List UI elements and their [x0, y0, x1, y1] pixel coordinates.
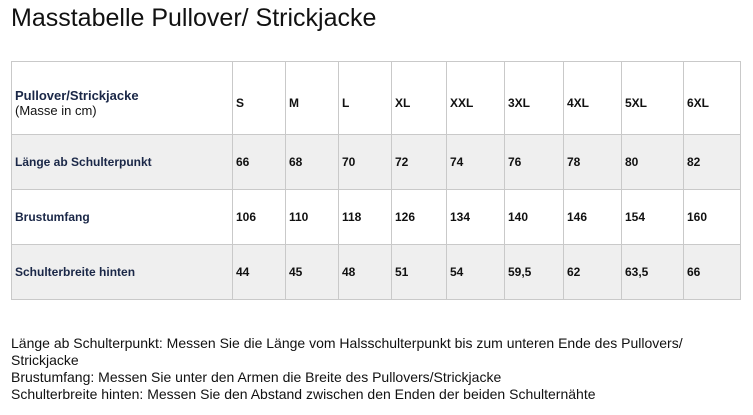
- table-cell: 68: [286, 135, 339, 190]
- table-cell: 70: [339, 135, 392, 190]
- size-header-xl: XL: [392, 62, 447, 135]
- note-schulterbreite: Schulterbreite hinten: Messen Sie den Abstand zwischen den Enden der beiden Schulternähte: [11, 386, 596, 402]
- table-cell: 48: [339, 245, 392, 300]
- size-header-4xl: 4XL: [564, 62, 622, 135]
- row-label-laenge: Länge ab Schulterpunkt: [12, 135, 233, 190]
- table-cell: 106: [233, 190, 286, 245]
- table-cell: 110: [286, 190, 339, 245]
- table-cell: 126: [392, 190, 447, 245]
- table-header-row: [12, 62, 741, 135]
- table-cell: 140: [505, 190, 564, 245]
- note-brustumfang: Brustumfang: Messen Sie unter den Armen die Breite des Pullovers/Strickjacke: [11, 369, 502, 385]
- table-cell: 134: [447, 190, 505, 245]
- table-cell: 160: [684, 190, 741, 245]
- table-cell: 146: [564, 190, 622, 245]
- row-label-schulterbreite: Schulterbreite hinten: [12, 245, 233, 300]
- table-row: [12, 190, 741, 245]
- table-cell: 74: [447, 135, 505, 190]
- table-cell: 118: [339, 190, 392, 245]
- table-cell: 59,5: [505, 245, 564, 300]
- table-header-title: Pullover/Strickjacke: [15, 88, 139, 103]
- size-header-s: S: [233, 62, 286, 135]
- page-title: Masstabelle Pullover/ Strickjacke: [11, 4, 377, 32]
- row-label-brustumfang: Brustumfang: [12, 190, 233, 245]
- table-cell: 62: [564, 245, 622, 300]
- table-row: [12, 245, 741, 300]
- size-header-l: L: [339, 62, 392, 135]
- table-row: [12, 135, 741, 190]
- table-cell: 76: [505, 135, 564, 190]
- table-cell: 66: [684, 245, 741, 300]
- size-table: [11, 61, 741, 300]
- table-cell: 80: [622, 135, 684, 190]
- size-header-6xl: 6XL: [684, 62, 741, 135]
- size-header-m: M: [286, 62, 339, 135]
- table-cell: 66: [233, 135, 286, 190]
- table-cell: 72: [392, 135, 447, 190]
- size-header-5xl: 5XL: [622, 62, 684, 135]
- table-cell: 51: [392, 245, 447, 300]
- size-header-xxl: XXL: [447, 62, 505, 135]
- table-cell: 45: [286, 245, 339, 300]
- size-header-3xl: 3XL: [505, 62, 564, 135]
- note-laenge: Länge ab Schulterpunkt: Messen Sie die Länge vom Halsschulterpunkt bis zum unteren Ende des Pullovers/ Strickjacke: [11, 335, 683, 368]
- table-header-label-cell: [12, 62, 233, 135]
- table-cell: 78: [564, 135, 622, 190]
- table-cell: 154: [622, 190, 684, 245]
- table-cell: 82: [684, 135, 741, 190]
- table-cell: 63,5: [622, 245, 684, 300]
- table-cell: 54: [447, 245, 505, 300]
- measurement-notes: [11, 335, 746, 403]
- table-cell: 44: [233, 245, 286, 300]
- table-header-unit: (Masse in cm): [15, 103, 97, 118]
